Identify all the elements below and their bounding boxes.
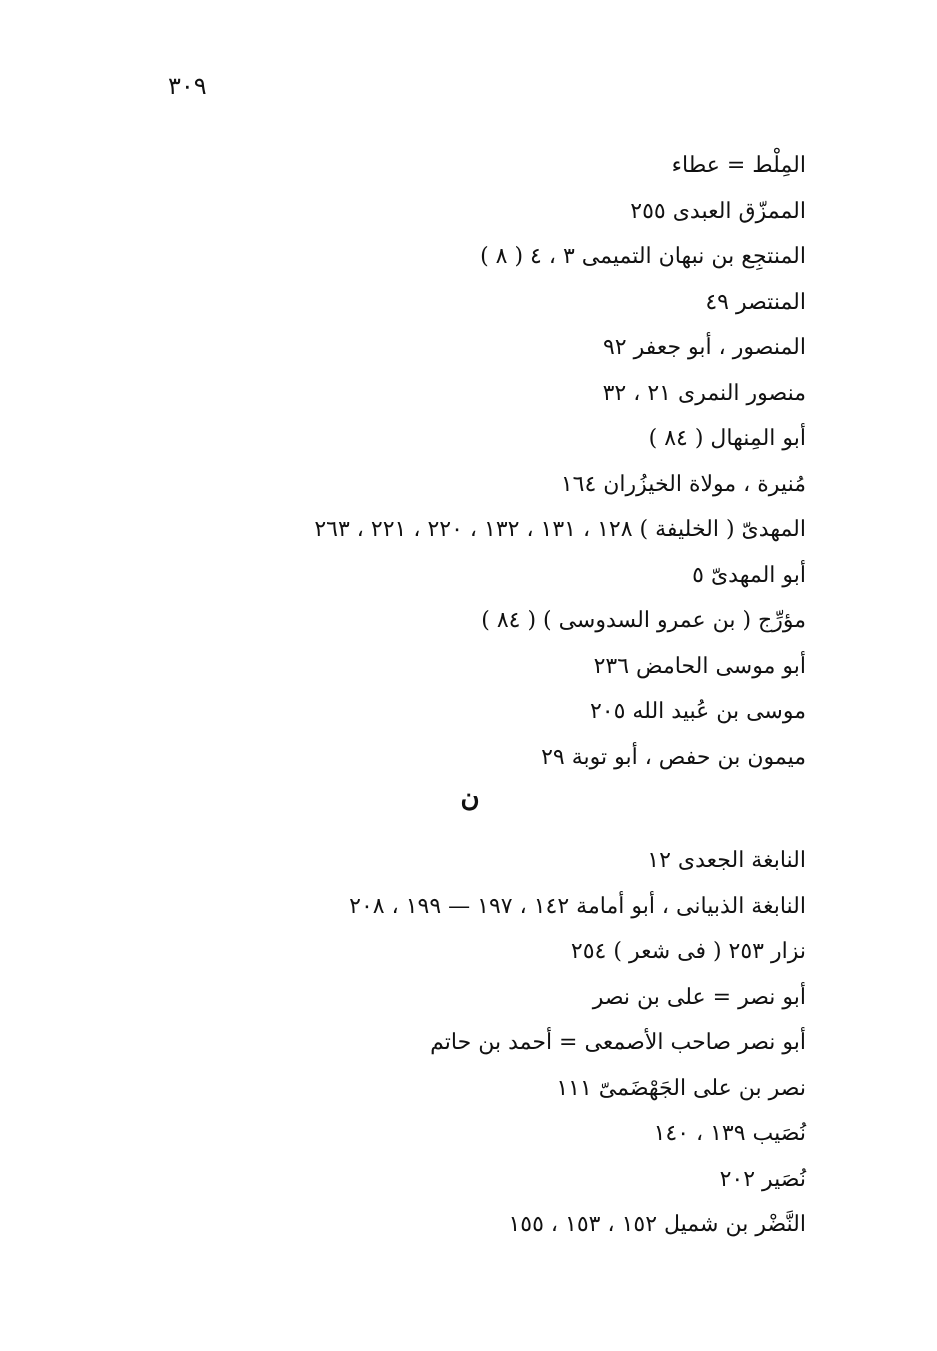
index-entry: المهدىّ ( الخليفة ) ١٢٨ ، ١٣١ ، ١٣٢ ، ٢٢٠ ، ٢٢١ ، ٢٦٣ [314,517,806,542]
index-entry: أبو موسى الحامض ٢٣٦ [593,653,806,679]
index-block-mim [314,143,806,780]
index-entry: المنتجِع بن نبهان التميمى ٣ ، ٤ ( ٨ ) [480,244,806,269]
index-entry: مؤرِّج ( بن عمرو السدوسى ) ( ٨٤ ) [481,608,806,633]
index-entry: منصور النمرى ٢١ ، ٣٢ [602,380,806,406]
index-entry: النابغة الجعدى ١٢ [647,848,806,873]
index-entry: أبو نصر = على بن نصر [592,984,806,1010]
index-entry: المِلْط = عطاء [671,153,806,178]
index-entry: الممزّق العبدى ٢٥٥ [630,198,806,224]
index-entry: أبو المِنهال ( ٨٤ ) [648,426,806,451]
index-entry: مُنيرة ، مولاة الخيزُران ١٦٤ [560,471,806,497]
index-entry: المنصور ، أبو جعفر ٩٢ [602,335,806,360]
page-number: ٣٠٩ [168,72,207,100]
index-entry: النابغة الذبيانى ، أبو أمامة ١٤٢ ، ١٩٧ — ١٩٩ ، ٢٠٨ [349,893,806,919]
index-entry: نصر بن على الجَهْضَمىّ ١١١ [556,1075,806,1101]
section-heading: ن [460,783,480,813]
index-block-nun [349,838,806,1248]
index-entry: ميمون بن حفص ، أبو توبة ٢٩ [541,744,806,770]
index-entry: نُصَير ٢٠٢ [719,1166,806,1192]
index-entry: المنتصر ٤٩ [705,289,806,315]
index-entry: نُصَيب ١٣٩ ، ١٤٠ [653,1121,806,1146]
index-entry: موسى بن عُبيد الله ٢٠٥ [589,699,806,724]
index-entry: النَّضْر بن شميل ١٥٢ ، ١٥٣ ، ١٥٥ [508,1212,806,1237]
index-entry: أبو نصر صاحب الأصمعى = أحمد بن حاتم [430,1030,806,1055]
index-entry: نزار ٢٥٣ ( فى شعر ) ٢٥٤ [570,939,806,964]
index-entry: أبو المهدىّ ٥ [692,562,806,588]
